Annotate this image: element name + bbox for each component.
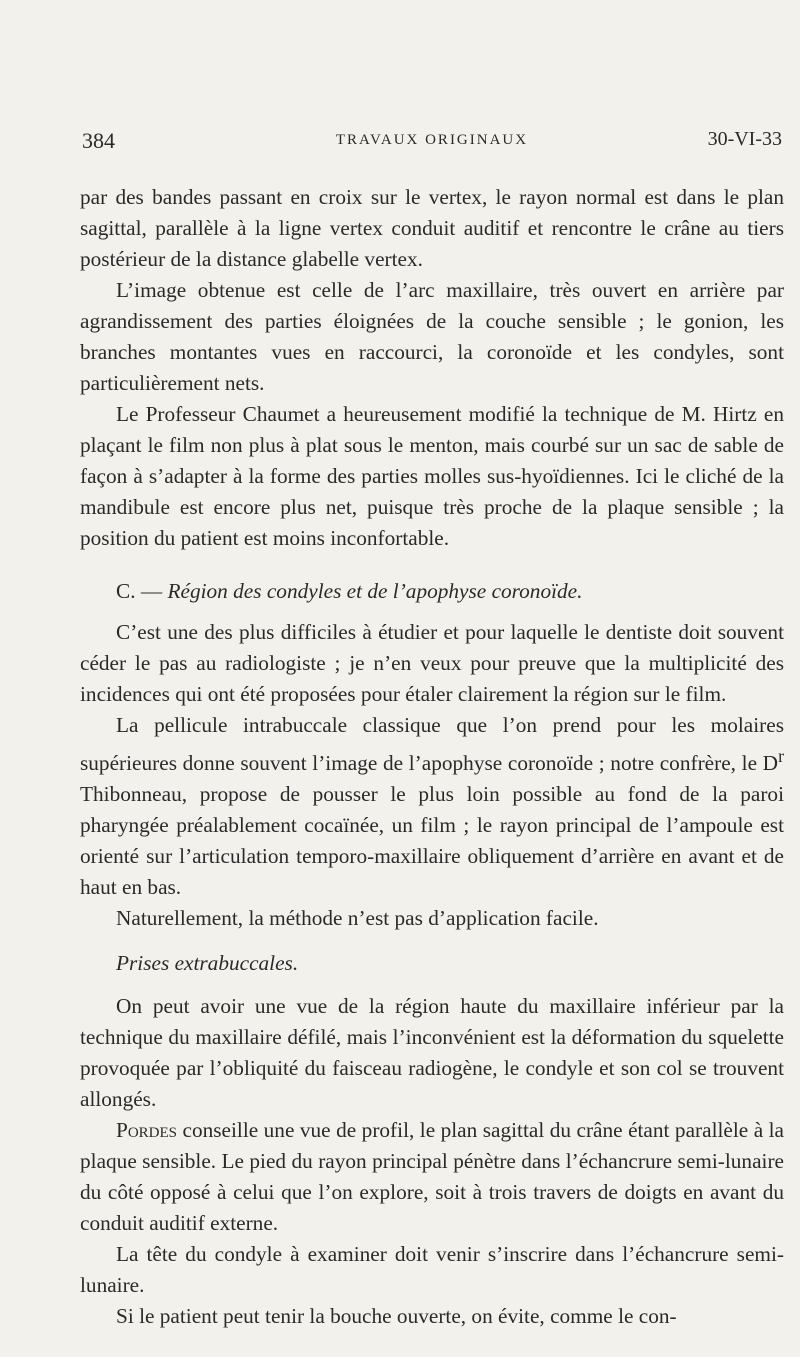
- section-label: C. —: [116, 579, 163, 603]
- paragraph: La tête du condyle à examiner doit venir s’inscrire dans l’échancrure semi-lunaire.: [80, 1242, 784, 1298]
- running-title: TRAVAUX ORIGINAUX: [335, 132, 529, 148]
- paragraph: par des bandes passant en croix sur le vertex, le rayon normal est dans le plan sagittal, parallèle à la ligne vertex conduit auditif et rencontre le crâne au tiers postérieur de la distance glabelle vertex.: [80, 185, 784, 271]
- superscript: r: [778, 746, 784, 766]
- paragraph: [80, 1115, 784, 1239]
- paragraph: Le Professeur Chaumet a heureusement modifié la technique de M. Hirtz en plaçant le film non plus à plat sous le menton, mais courbé sur un sac de sable de façon à s’adapter à la forme des parties molles sus-hyoïdiennes. Ici le cliché de la mandibule est encore plus net, puisque très proche de la plaque sensible ; la position du patient est moins inconfortable.: [80, 402, 784, 550]
- paragraph: Si le patient peut tenir la bouche ouverte, on évite, comme le con-: [116, 1304, 677, 1329]
- section-heading: [80, 576, 784, 607]
- section-title: Région des condyles et de l’apophyse coronoïde.: [167, 579, 583, 603]
- paragraph: L’image obtenue est celle de l’arc maxillaire, très ouvert en arrière par agrandissement des parties éloignées de la couche sensible ; le gonion, les branches montantes vues en raccourci, la coronoïde et les condyles, sont particulièrement nets.: [80, 278, 784, 395]
- page-number: 384: [82, 128, 115, 153]
- paragraph: [80, 710, 784, 903]
- body-text: [80, 182, 784, 1332]
- paragraph-text: La pellicule intrabuccale classique que l’on prend pour les molaires supérieures donne souvent l’image de l’apophyse coronoïde ; notre confrère, le D: [80, 713, 784, 776]
- subsection-heading: Prises extrabuccales.: [116, 951, 299, 976]
- paragraph: C’est une des plus difficiles à étudier et pour laquelle le dentiste doit souvent céder le pas au radiologiste ; je n’en veux pour preuve que la multiplicité des incidences qui ont été proposées pour étaler clairement la région sur le film.: [80, 620, 784, 706]
- author-name: Pordes: [116, 1118, 178, 1143]
- paragraph: Naturellement, la méthode n’est pas d’application facile.: [116, 906, 599, 931]
- paragraph-text: Thibonneau, propose de pousser le plus loin possible au fond de la paroi pharyngée préalablement cocaïnée, un film ; le rayon principal de l’ampoule est orienté sur l’articulation temporo-maxillaire obliquement d’arrière en avant et de haut en bas.: [80, 782, 784, 900]
- page-header: [82, 128, 782, 158]
- paragraph: On peut avoir une vue de la région haute du maxillaire inférieur par la technique du maxillaire défilé, mais l’inconvénient est la déformation du squelette provoquée par l’obliquité du faisceau radiogène, le condyle et son col se trouvent allongés.: [80, 994, 784, 1112]
- paragraph-text: conseille une vue de profil, le plan sagittal du crâne étant parallèle à la plaque sensible. Le pied du rayon principal pénètre dans l’échancrure semi-lunaire du côté opposé à celui que l’on explore, soit à trois travers de doigts en avant du conduit auditif externe.: [80, 1118, 784, 1236]
- header-date: 30-VI-33: [707, 128, 782, 150]
